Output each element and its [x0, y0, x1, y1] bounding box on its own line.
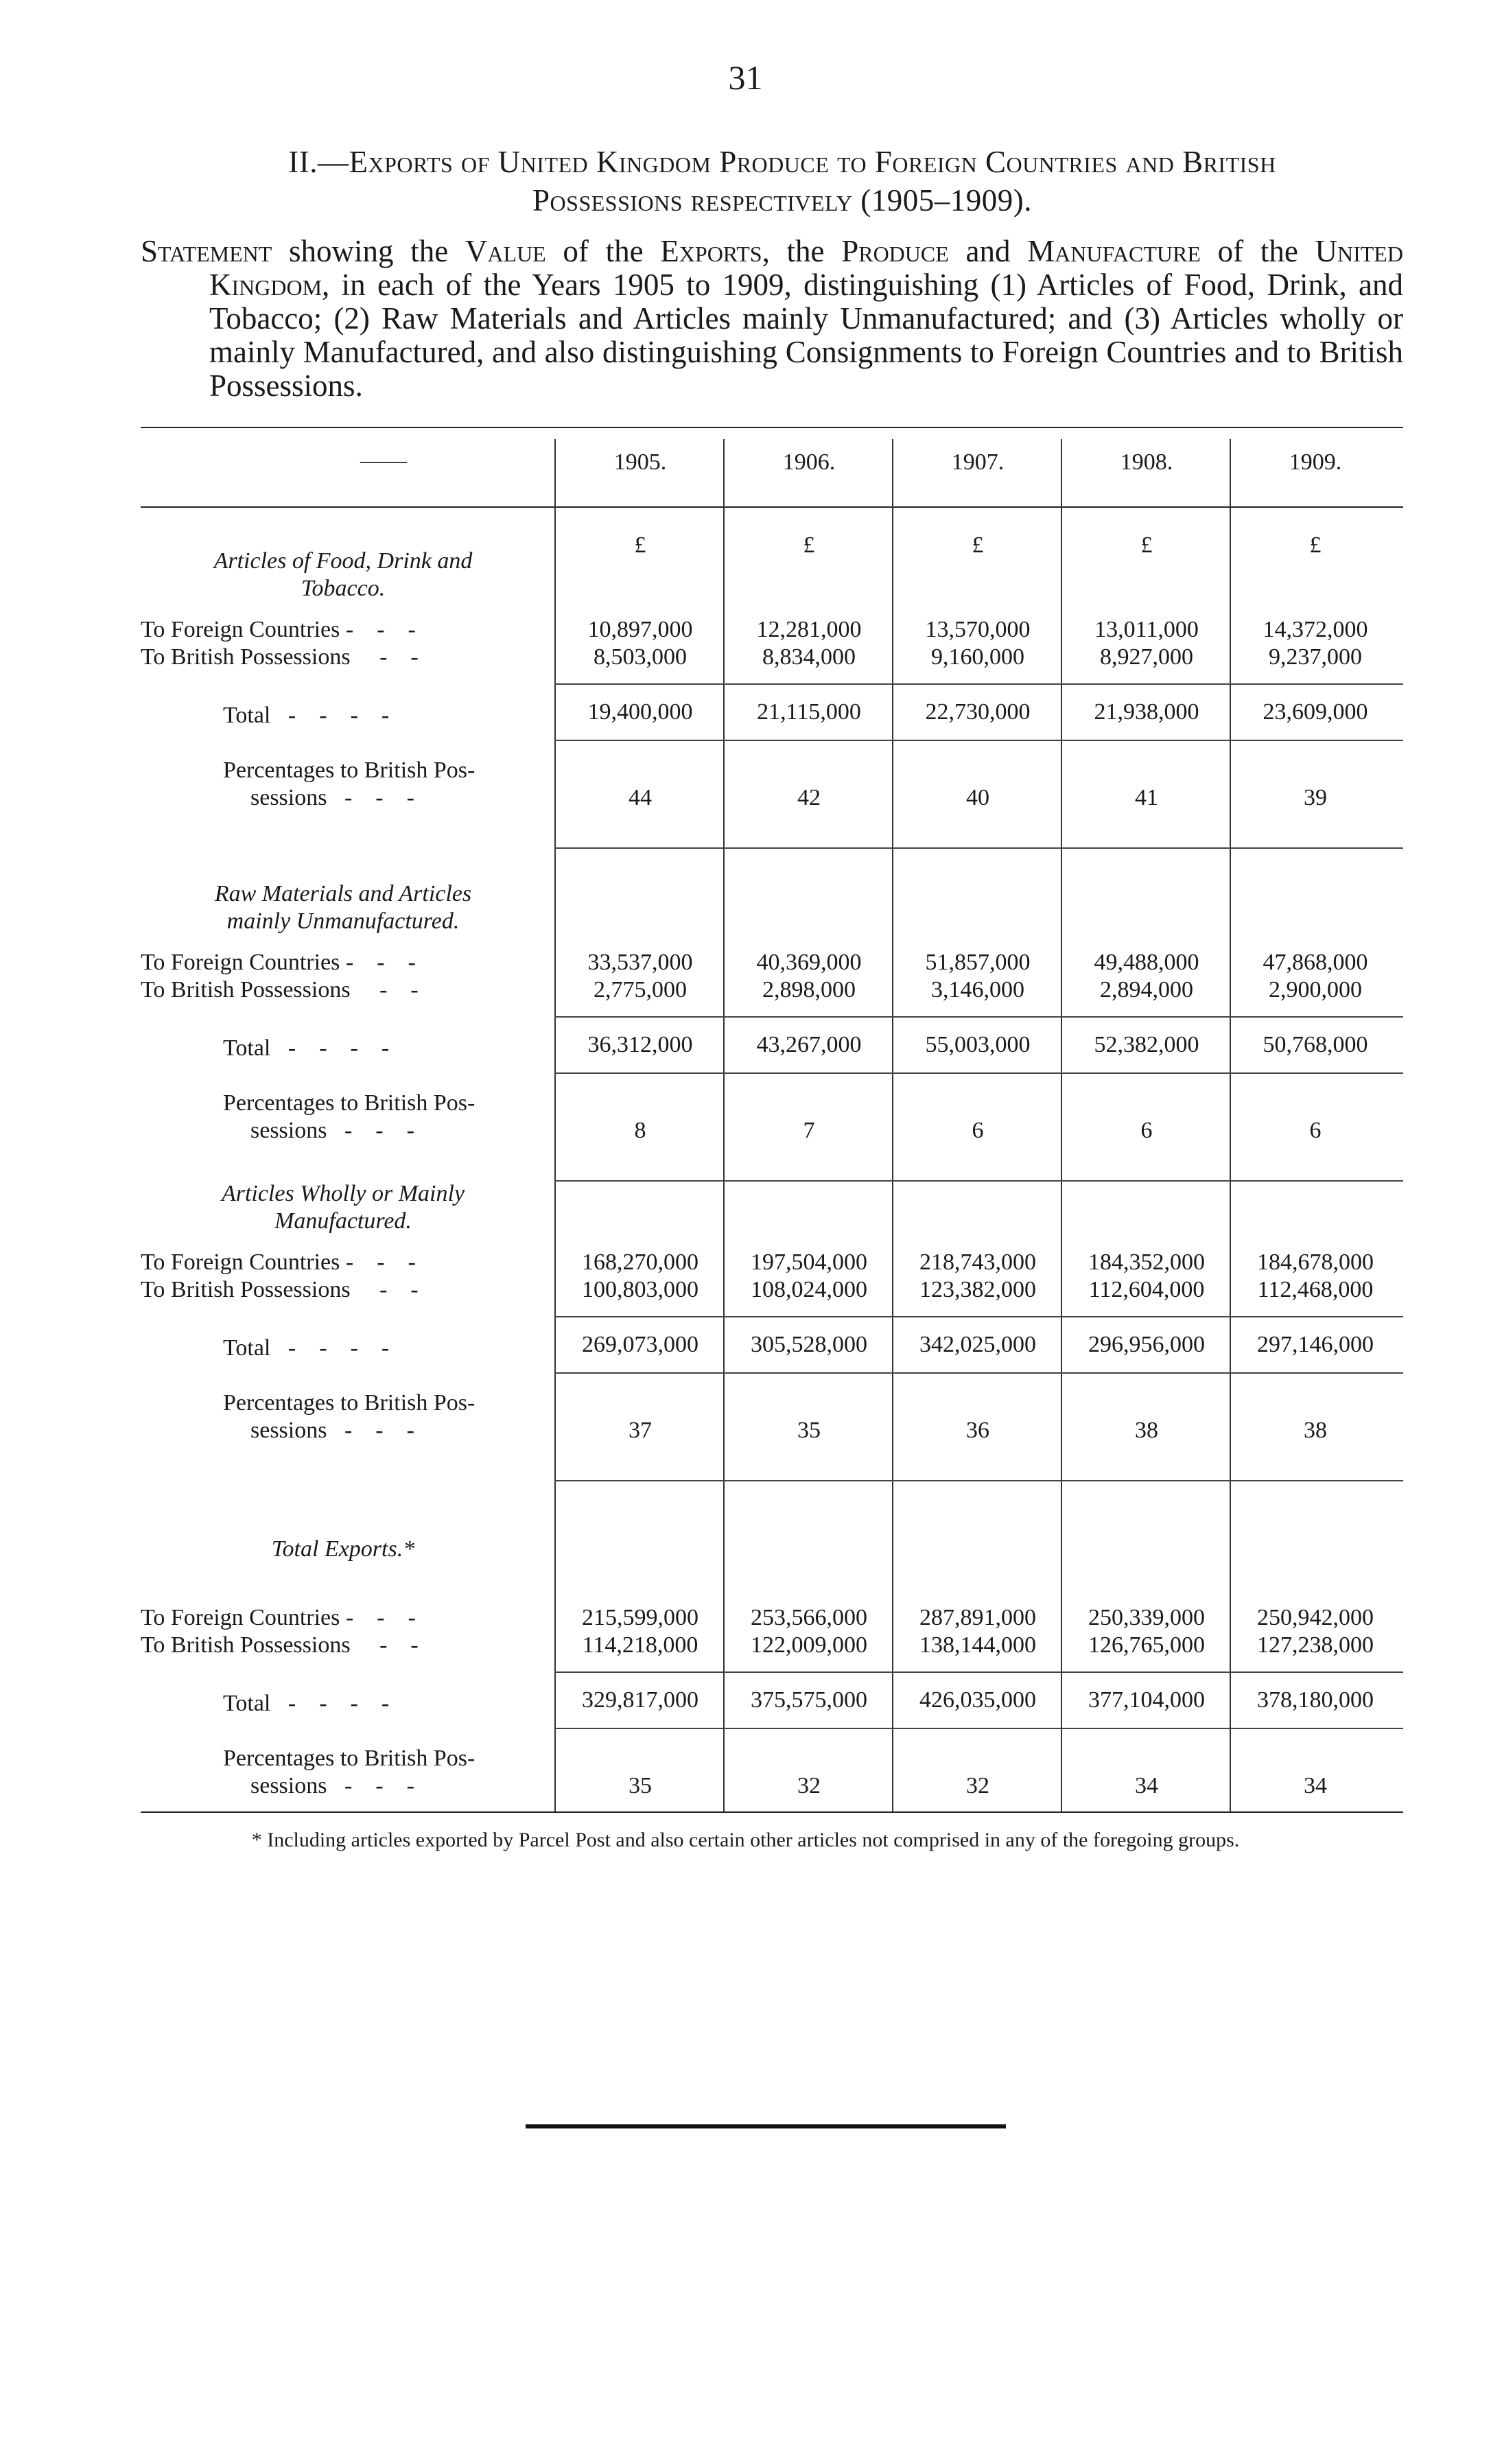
row-label-foreign: To Foreign Countries - - - [141, 1605, 416, 1630]
currency-symbol: £ [972, 532, 984, 558]
total-top-rule [554, 1671, 1403, 1673]
foreign-value: 168,270,000 [582, 1249, 698, 1275]
heading-line-1: II.—Exports of United Kingdom Produce to Foreign Countries and British [288, 145, 1276, 179]
year-header: 1905. [613, 449, 667, 475]
british-value: 8,503,000 [594, 644, 687, 670]
percentage-value: 35 [629, 1773, 652, 1798]
row-label-percentage: Percentages to British Pos- [223, 1390, 476, 1416]
statement-paragraph: Statement showing the Value of the Exports, the Produce and Manufacture of the United Kingdom, in each of the Years 1905 to 1909, distinguishing (1) Articles of Food, Drink, and Tobacco; (2) Raw Materials and Articles mainly Unmanufactured; and (3) Articles wholly or mainly Manufactured, and also distinguishing Consignments to Foreign Countries and to British Possessions. [141, 234, 1403, 403]
foreign-value: 184,678,000 [1257, 1249, 1374, 1275]
british-value: 123,382,000 [919, 1277, 1036, 1302]
british-value: 122,009,000 [751, 1632, 867, 1658]
foreign-value: 33,537,000 [587, 950, 693, 975]
year-header: 1906. [782, 449, 836, 475]
percentage-value: 6 [972, 1118, 984, 1143]
row-label-british: To British Possessions - - [141, 977, 419, 1002]
percentage-value: 32 [966, 1773, 989, 1798]
currency-symbol: £ [803, 532, 815, 558]
row-label-foreign: To Foreign Countries - - - [141, 1249, 416, 1275]
foreign-value: 51,857,000 [925, 950, 1031, 975]
section-title: Manufactured. [274, 1208, 412, 1234]
table-top-rule [141, 427, 1403, 428]
british-value: 2,898,000 [762, 977, 856, 1002]
british-value: 138,144,000 [919, 1632, 1036, 1658]
british-value: 3,146,000 [931, 977, 1024, 1002]
total-top-rule [554, 1316, 1403, 1317]
section-rule [554, 1180, 1403, 1182]
percentage-value: 40 [966, 785, 989, 810]
british-value: 114,218,000 [582, 1632, 698, 1658]
total-value: 378,180,000 [1257, 1687, 1374, 1713]
total-value: 21,115,000 [757, 699, 861, 725]
british-value: 112,604,000 [1088, 1277, 1205, 1302]
percentage-value: 32 [797, 1773, 821, 1798]
total-bottom-rule [554, 740, 1403, 741]
percentage-value: 35 [797, 1418, 821, 1443]
total-top-rule [554, 1016, 1403, 1018]
total-value: 23,609,000 [1263, 699, 1368, 725]
currency-symbol: £ [1309, 532, 1322, 558]
row-label-percentage: Percentages to British Pos- [223, 1090, 476, 1116]
total-value: 305,528,000 [751, 1332, 867, 1357]
british-value: 8,927,000 [1100, 644, 1193, 670]
section-rule [554, 847, 1403, 849]
percentage-value: 8 [634, 1118, 646, 1143]
foreign-value: 250,339,000 [1088, 1605, 1205, 1630]
row-label-percentage: Percentages to British Pos- [223, 758, 476, 783]
section-title: Raw Materials and Articles [214, 881, 472, 906]
total-value: 342,025,000 [919, 1332, 1036, 1357]
table-heading [165, 143, 1400, 220]
foreign-value: 10,897,000 [587, 617, 693, 642]
total-value: 22,730,000 [925, 699, 1031, 725]
section-title: Articles Wholly or Mainly [221, 1181, 465, 1206]
foreign-value: 215,599,000 [582, 1605, 698, 1630]
year-header: 1909. [1289, 449, 1342, 475]
row-label-foreign: To Foreign Countries - - - [141, 617, 416, 642]
row-label-total: Total - - - - [223, 1335, 390, 1361]
currency-symbol: £ [634, 532, 646, 558]
total-value: 269,073,000 [582, 1332, 698, 1357]
foreign-value: 253,566,000 [751, 1605, 867, 1630]
british-value: 2,894,000 [1100, 977, 1193, 1002]
percentage-value: 34 [1304, 1773, 1327, 1798]
percentage-value: 44 [629, 785, 652, 810]
currency-symbol: £ [1140, 532, 1153, 558]
percentage-value: 6 [1309, 1118, 1322, 1143]
percentage-value: 41 [1135, 785, 1158, 810]
foreign-value: 13,570,000 [925, 617, 1031, 642]
page-number: 31 [728, 58, 763, 97]
row-label-percentage: sessions - - - [250, 785, 414, 810]
closing-rule [526, 2124, 1006, 2128]
table-bottom-rule [141, 1811, 1403, 1813]
foreign-value: 12,281,000 [756, 617, 862, 642]
foreign-value: 250,942,000 [1257, 1605, 1374, 1630]
british-value: 2,775,000 [594, 977, 687, 1002]
foreign-value: 14,372,000 [1263, 617, 1368, 642]
heading-line-2: Possessions respectively (1905–1909). [532, 183, 1032, 218]
total-value: 50,768,000 [1263, 1032, 1368, 1057]
foreign-value: 184,352,000 [1088, 1249, 1205, 1275]
section-title: Tobacco. [301, 576, 386, 601]
british-value: 100,803,000 [582, 1277, 698, 1302]
british-value: 126,765,000 [1088, 1632, 1205, 1658]
row-label-total: Total - - - - [223, 703, 390, 728]
total-value: 426,035,000 [919, 1687, 1036, 1713]
section-title: Total Exports.* [271, 1536, 415, 1562]
total-bottom-rule [554, 1728, 1403, 1729]
total-value: 375,575,000 [751, 1687, 867, 1713]
row-label-total: Total - - - - [223, 1035, 390, 1061]
british-value: 112,468,000 [1257, 1277, 1374, 1302]
row-label-percentage: sessions - - - [250, 1118, 414, 1143]
british-value: 127,238,000 [1257, 1632, 1374, 1658]
foreign-value: 287,891,000 [919, 1605, 1036, 1630]
total-value: 36,312,000 [587, 1032, 693, 1057]
percentage-value: 6 [1140, 1118, 1153, 1143]
footnote: * Including articles exported by Parcel Post and also certain other articles not comprised in any of the foregoing groups. [251, 1829, 1240, 1851]
row-label-british: To British Possessions - - [141, 1277, 419, 1302]
british-value: 9,160,000 [931, 644, 1024, 670]
foreign-value: 218,743,000 [919, 1249, 1036, 1275]
table-header-rule [141, 506, 1403, 508]
section-rule [554, 1480, 1403, 1481]
section-title: mainly Unmanufactured. [226, 908, 460, 934]
total-bottom-rule [554, 1372, 1403, 1374]
year-header: 1908. [1120, 449, 1173, 475]
total-value: 296,956,000 [1088, 1332, 1205, 1357]
percentage-value: 37 [629, 1418, 652, 1443]
foreign-value: 49,488,000 [1094, 950, 1199, 975]
year-header: 1907. [951, 449, 1005, 475]
total-top-rule [554, 683, 1403, 685]
percentage-value: 7 [803, 1118, 815, 1143]
british-value: 8,834,000 [762, 644, 856, 670]
total-value: 21,938,000 [1094, 699, 1199, 725]
total-value: 297,146,000 [1257, 1332, 1374, 1357]
percentage-value: 39 [1304, 785, 1327, 810]
row-label-percentage: sessions - - - [250, 1418, 414, 1443]
row-label-total: Total - - - - [223, 1691, 390, 1716]
british-value: 9,237,000 [1269, 644, 1362, 670]
row-label-percentage: Percentages to British Pos- [223, 1746, 476, 1771]
percentage-value: 36 [966, 1418, 989, 1443]
stub-header: —— [360, 448, 407, 473]
percentage-value: 34 [1135, 1773, 1158, 1798]
row-label-percentage: sessions - - - [250, 1773, 414, 1798]
foreign-value: 40,369,000 [756, 950, 862, 975]
total-bottom-rule [554, 1072, 1403, 1074]
total-value: 55,003,000 [925, 1032, 1031, 1057]
total-value: 52,382,000 [1094, 1032, 1199, 1057]
british-value: 108,024,000 [751, 1277, 867, 1302]
percentage-value: 38 [1135, 1418, 1158, 1443]
british-value: 2,900,000 [1269, 977, 1362, 1002]
percentage-value: 38 [1304, 1418, 1327, 1443]
percentage-value: 42 [797, 785, 821, 810]
foreign-value: 47,868,000 [1263, 950, 1368, 975]
total-value: 43,267,000 [756, 1032, 862, 1057]
row-label-british: To British Possessions - - [141, 1632, 419, 1658]
row-label-british: To British Possessions - - [141, 644, 419, 670]
total-value: 329,817,000 [582, 1687, 698, 1713]
section-title: Articles of Food, Drink and [213, 548, 473, 574]
foreign-value: 13,011,000 [1094, 617, 1199, 642]
row-label-foreign: To Foreign Countries - - - [141, 950, 416, 975]
foreign-value: 197,504,000 [751, 1249, 867, 1275]
total-value: 19,400,000 [587, 699, 693, 725]
total-value: 377,104,000 [1088, 1687, 1205, 1713]
